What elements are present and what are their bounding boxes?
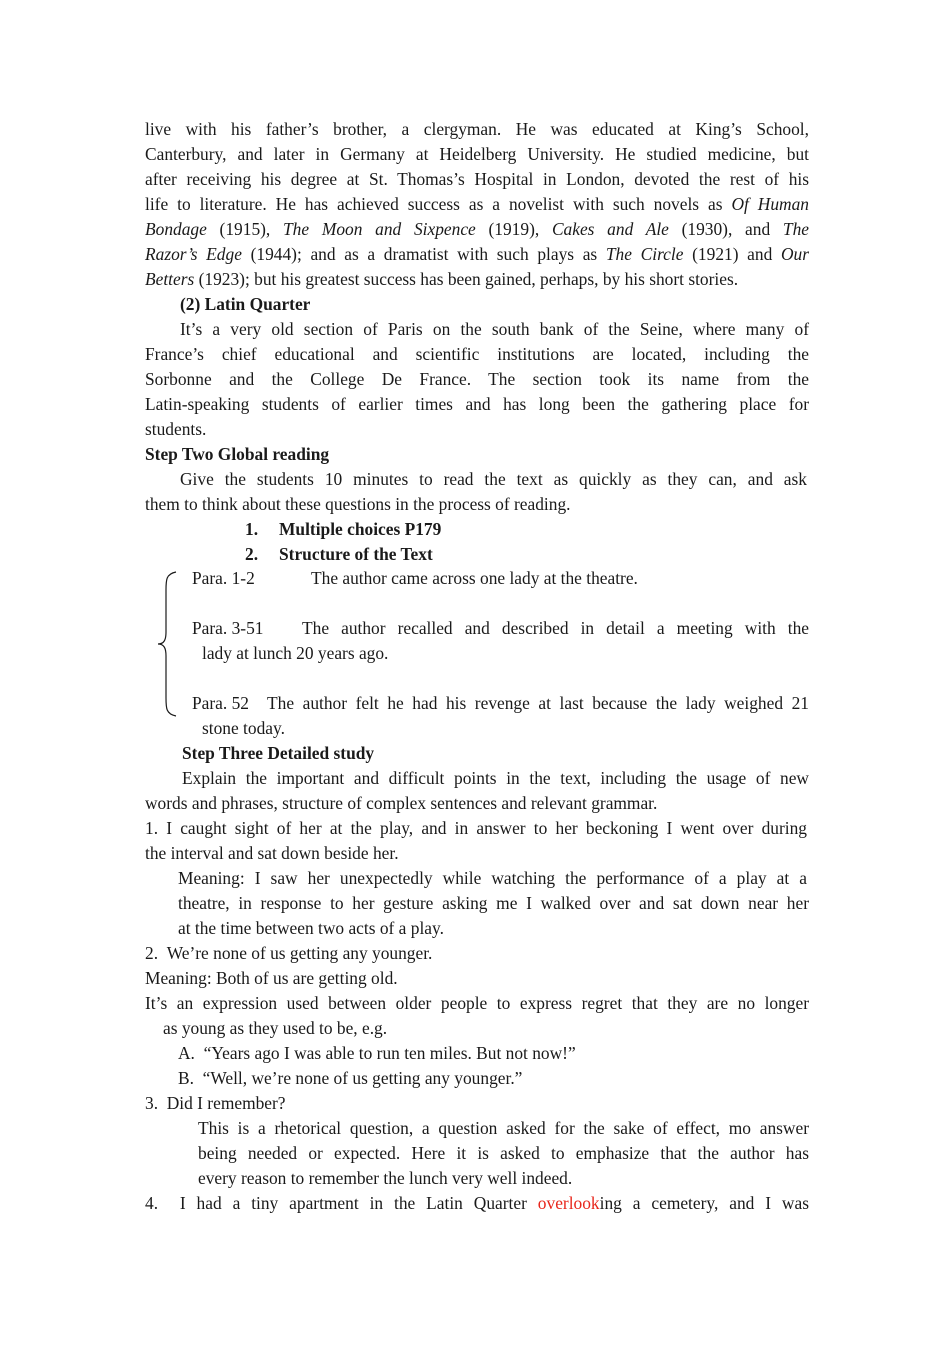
text-line: Betters (1923); but his greatest success has been gained, perhaps, by his short stories. [145, 269, 739, 289]
text-line: live with his father’s brother, a clergyman. He was educated at King’s School, [145, 119, 809, 139]
structure-para-text: stone today. [202, 718, 285, 738]
structure-para-text: The author recalled and described in detail a meeting with the [302, 618, 809, 638]
play-title: Our [780, 244, 809, 264]
note-sentence: 4. I had a tiny apartment in the Latin Quarter overlooking a cemetery, and I was [145, 1193, 809, 1213]
play-title: Betters [145, 269, 195, 289]
list-number: 2. [245, 544, 259, 564]
list-item: Multiple choices P179 [279, 519, 442, 539]
note-explanation: being needed or expected. Here it is asked to emphasize that the author has [198, 1143, 809, 1163]
note-meaning: Meaning: Both of us are getting old. [145, 968, 398, 988]
step-heading: Step Three Detailed study [182, 743, 375, 763]
structure-para-label: Para. 1-2 [192, 568, 255, 588]
book-title: The [782, 219, 809, 239]
note-sentence: 2. We’re none of us getting any younger. [145, 943, 433, 963]
book-title: Razor’s Edge [145, 244, 242, 264]
note-meaning: theatre, in response to her gesture asking me I walked over and sat down near her [178, 893, 809, 913]
structure-para-label: Para. 52 [192, 693, 249, 713]
list-number: 1. [245, 519, 259, 539]
text-line: after receiving his degree at St. Thomas’s Hospital in London, devoted the rest of his [145, 169, 809, 189]
example-item: A. “Years ago I was able to run ten miles. But not now!” [178, 1043, 576, 1063]
book-title: The Moon and Sixpence [283, 219, 476, 239]
text-line: Sorbonne and the College De France. The section took its name from the [145, 369, 809, 389]
play-title: The Circle [605, 244, 684, 264]
note-sentence: the interval and sat down beside her. [145, 843, 399, 863]
book-title: Cakes and Ale [551, 219, 669, 239]
text-line: Explain the important and difficult points in the text, including the usage of new [182, 768, 809, 788]
text-line: France’s chief educational and scientific institutions are located, including the [145, 344, 809, 364]
step-heading: Step Two Global reading [145, 444, 330, 464]
structure-para-text: The author felt he had his revenge at last because the lady weighed 21 [267, 693, 809, 713]
text-line: Bondage (1915), The Moon and Sixpence (1919), Cakes and Ale (1930), and The [145, 219, 809, 239]
section-heading: (2) Latin Quarter [180, 294, 311, 314]
highlighted-word: overlook [537, 1193, 600, 1213]
text-line: Give the students 10 minutes to read the text as quickly as they can, and ask [180, 469, 807, 489]
note-meaning: Meaning: I saw her unexpectedly while watching the performance of a play at a [178, 868, 807, 888]
note-explanation: It’s an expression used between older people to express regret that they are no longer [145, 993, 809, 1013]
text-line: words and phrases, structure of complex sentences and relevant grammar. [145, 793, 658, 813]
note-explanation: This is a rhetorical question, a question asked for the sake of effect, mo answer [198, 1118, 809, 1138]
text-line: life to literature. He has achieved success as a novelist with such novels as Of Human [145, 194, 809, 214]
note-sentence: 3. Did I remember? [145, 1093, 286, 1113]
text-line: students. [145, 419, 207, 439]
structure-para-label: Para. 3-51 [192, 618, 264, 638]
note-explanation: as young as they used to be, e.g. [163, 1018, 388, 1038]
left-brace-icon [156, 570, 178, 718]
book-title: Bondage [145, 219, 207, 239]
structure-para-text: The author came across one lady at the theatre. [311, 568, 638, 588]
list-item: Structure of the Text [279, 544, 433, 564]
note-explanation: every reason to remember the lunch very well indeed. [198, 1168, 573, 1188]
text-line: them to think about these questions in the process of reading. [145, 494, 571, 514]
note-meaning: at the time between two acts of a play. [178, 918, 444, 938]
text-line: It’s a very old section of Paris on the south bank of the Seine, where many of [180, 319, 809, 339]
note-sentence: 1. I caught sight of her at the play, and in answer to her beckoning I went over during [145, 818, 807, 838]
text-line: Razor’s Edge (1944); and as a dramatist with such plays as The Circle (1921) and Our [145, 244, 809, 264]
book-title: Of Human [731, 194, 809, 214]
example-item: B. “Well, we’re none of us getting any younger.” [178, 1068, 523, 1088]
structure-para-text: lady at lunch 20 years ago. [202, 643, 389, 663]
text-line: Latin-speaking students of earlier times and has long been the gathering place for [145, 394, 809, 414]
text-line: Canterbury, and later in Germany at Heidelberg University. He studied medicine, but [145, 144, 809, 164]
